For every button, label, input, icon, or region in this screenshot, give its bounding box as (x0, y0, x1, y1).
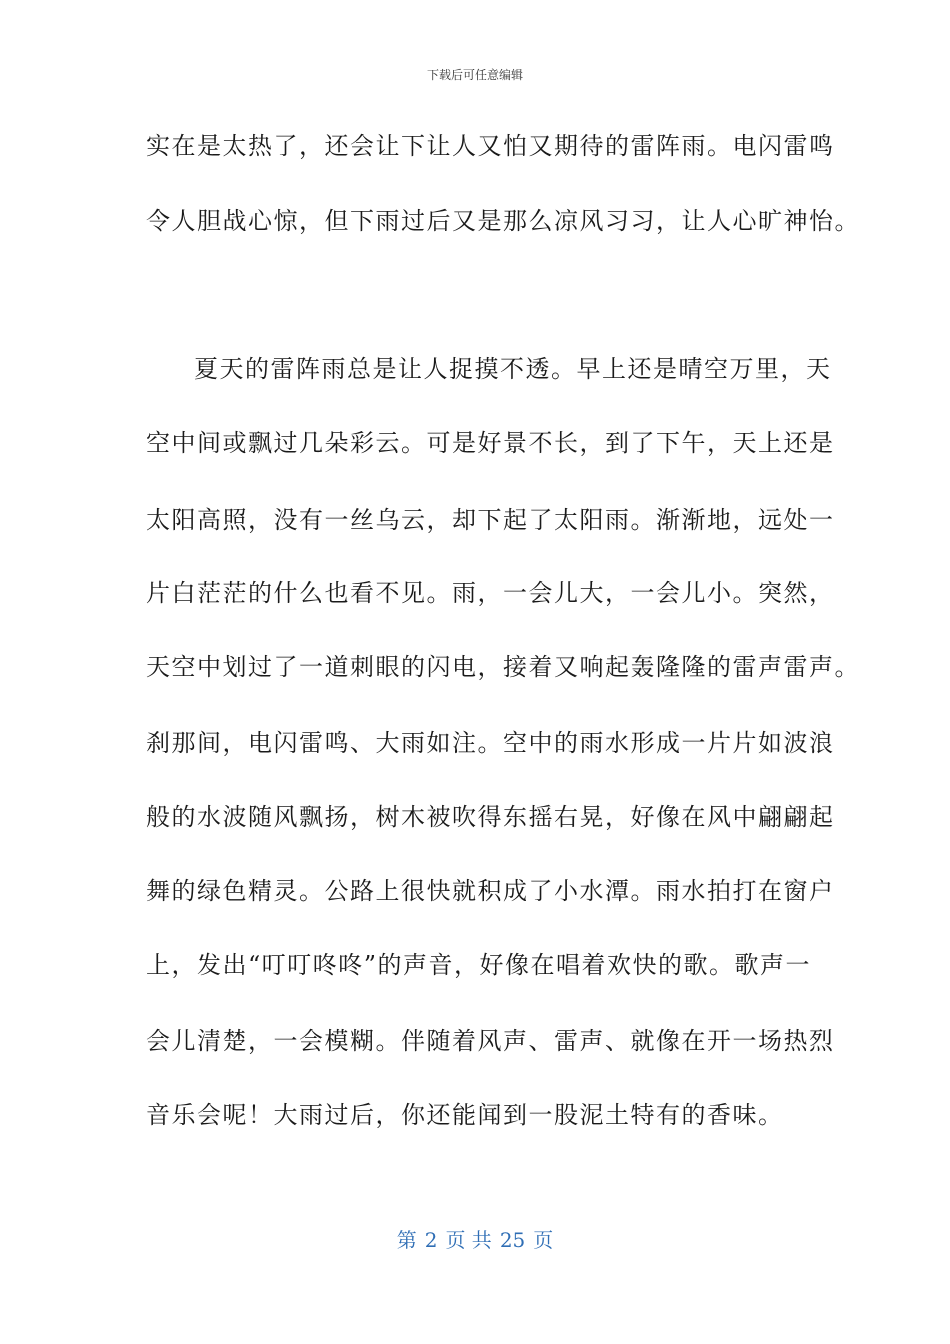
paragraph-line: 片白茫茫的什么也看不见。雨，一会儿大，一会儿小。突然， (146, 579, 835, 607)
paragraph-line: 天空中划过了一道刺眼的闪电，接着又响起轰隆隆的雷声雷声。 (146, 653, 860, 681)
footer-total-pages: 25 (499, 1228, 526, 1252)
paragraph-line: 太阳高照，没有一丝乌云，却下起了太阳雨。渐渐地，远处一 (146, 506, 835, 534)
paragraph-line: 空中间或飘过几朵彩云。可是好景不长，到了下午，天上还是 (146, 429, 835, 457)
paragraph-line: 般的水波随风飘扬，树木被吹得东摇右晃，好像在风中翩翩起 (146, 803, 835, 831)
paragraph-line: 上，发出“叮叮咚咚”的声音，好像在唱着欢快的歌。歌声一 (146, 951, 812, 979)
footer-middle: 页 共 (445, 1228, 492, 1252)
paragraph-line: 舞的绿色精灵。公路上很快就积成了小水潭。雨水拍打在窗户 (146, 877, 835, 905)
paragraph-line: 实在是太热了，还会让下让人又怕又期待的雷阵雨。电闪雷鸣 (146, 132, 835, 160)
paragraph-line: 音乐会呢！大雨过后，你还能闻到一股泥土特有的香味。 (146, 1101, 784, 1129)
paragraph-line: 夏天的雷阵雨总是让人捉摸不透。早上还是晴空万里，天 (194, 355, 832, 383)
page-header: 下载后可任意编辑 (426, 68, 523, 82)
footer-prefix: 第 (396, 1228, 417, 1252)
paragraph-line: 会儿清楚，一会模糊。伴随着风声、雷声、就像在开一场热烈 (146, 1027, 835, 1055)
footer-suffix: 页 (533, 1228, 554, 1252)
paragraph-line: 刹那间，电闪雷鸣、大雨如注。空中的雨水形成一片片如波浪 (146, 729, 835, 757)
paragraph-line: 令人胆战心惊，但下雨过后又是那么凉风习习，让人心旷神怡。 (146, 207, 860, 235)
page-footer (0, 1224, 950, 1253)
footer-page-number: 2 (424, 1228, 438, 1252)
